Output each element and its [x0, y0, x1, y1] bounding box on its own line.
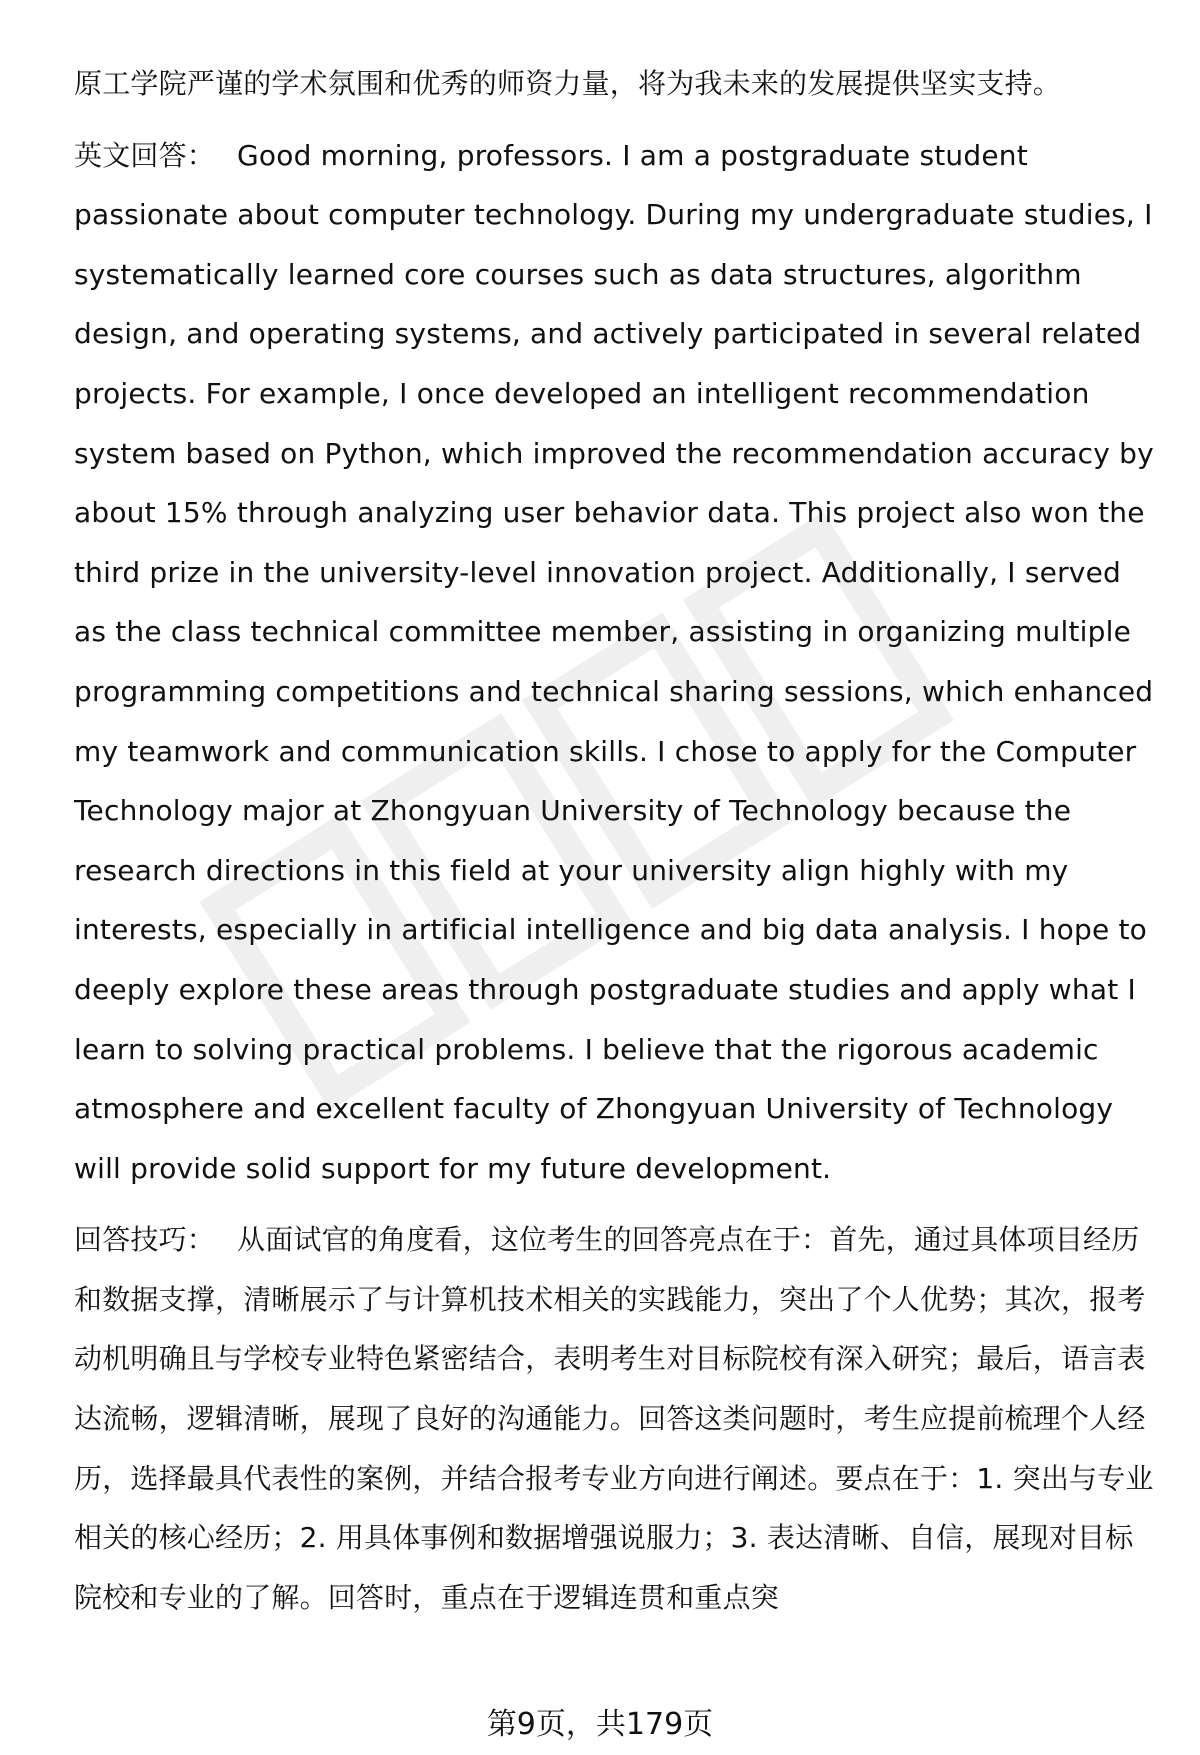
answer-tips-label: 回答技巧： [74, 1223, 216, 1257]
english-answer-text: Good morning, professors. I am a postgraduate student passionate about computer technology. During my undergraduate studies, I systematically learned core courses such as data structures, algorithm design, and operating systems, and actively participated in several related projects. For example, I once developed an intelligent recommendation system based on Python, which improved the recommendation accuracy by about 15% through analyzing user behavior data. This project also won the third prize in the university-level innovation project. Additionally, I served as the class technical committee member, assisting in organizing multiple programming competitions and technical sharing sessions, which enhanced my teamwork and communication skills. I chose to apply for the Computer Technology major at Zhongyuan University of Technology because the research directions in this field at your university align highly with my interests, especially in artificial intelligence and big data analysis. I hope to deeply explore these areas through postgraduate studies and apply what I learn to solving practical problems. I believe that the rigorous academic atmosphere and excellent faculty of Zhongyuan University of Technology will provide solid support for my future development. [74, 138, 1154, 1185]
page-number: 第9页，共179页 [486, 1707, 714, 1742]
intro-tail-paragraph: 原工学院严谨的学术氛围和优秀的师资力量，将为我未来的发展提供坚实支持。 [74, 67, 1062, 100]
english-answer-paragraph [74, 126, 1160, 1199]
answer-tips-paragraph [74, 1210, 1160, 1627]
english-answer-label: 英文回答： [74, 138, 216, 172]
answer-tips-text: 从面试官的角度看，这位考生的回答亮点在于：首先，通过具体项目经历和数据支撑，清晰展示了与计算机技术相关的实践能力，突出了个人优势；其次，报考动机明确且与学校专业特色紧密结合，表明考生对目标院校有深入研究；最后，语言表达流畅，逻辑清晰，展现了良好的沟通能力。回答这类问题时，考生应提前梳理个人经历，选择最具代表性的案例，并结合报考专业方向进行阐述。要点在于：1. 突出与专业相关的核心经历；2. 用具体事例和数据增强说服力；3. 表达清晰、自信，展现对目标院校和专业的了解。回答时，重点在于逻辑连贯和重点突 [74, 1223, 1154, 1614]
document-body [74, 54, 1160, 1627]
